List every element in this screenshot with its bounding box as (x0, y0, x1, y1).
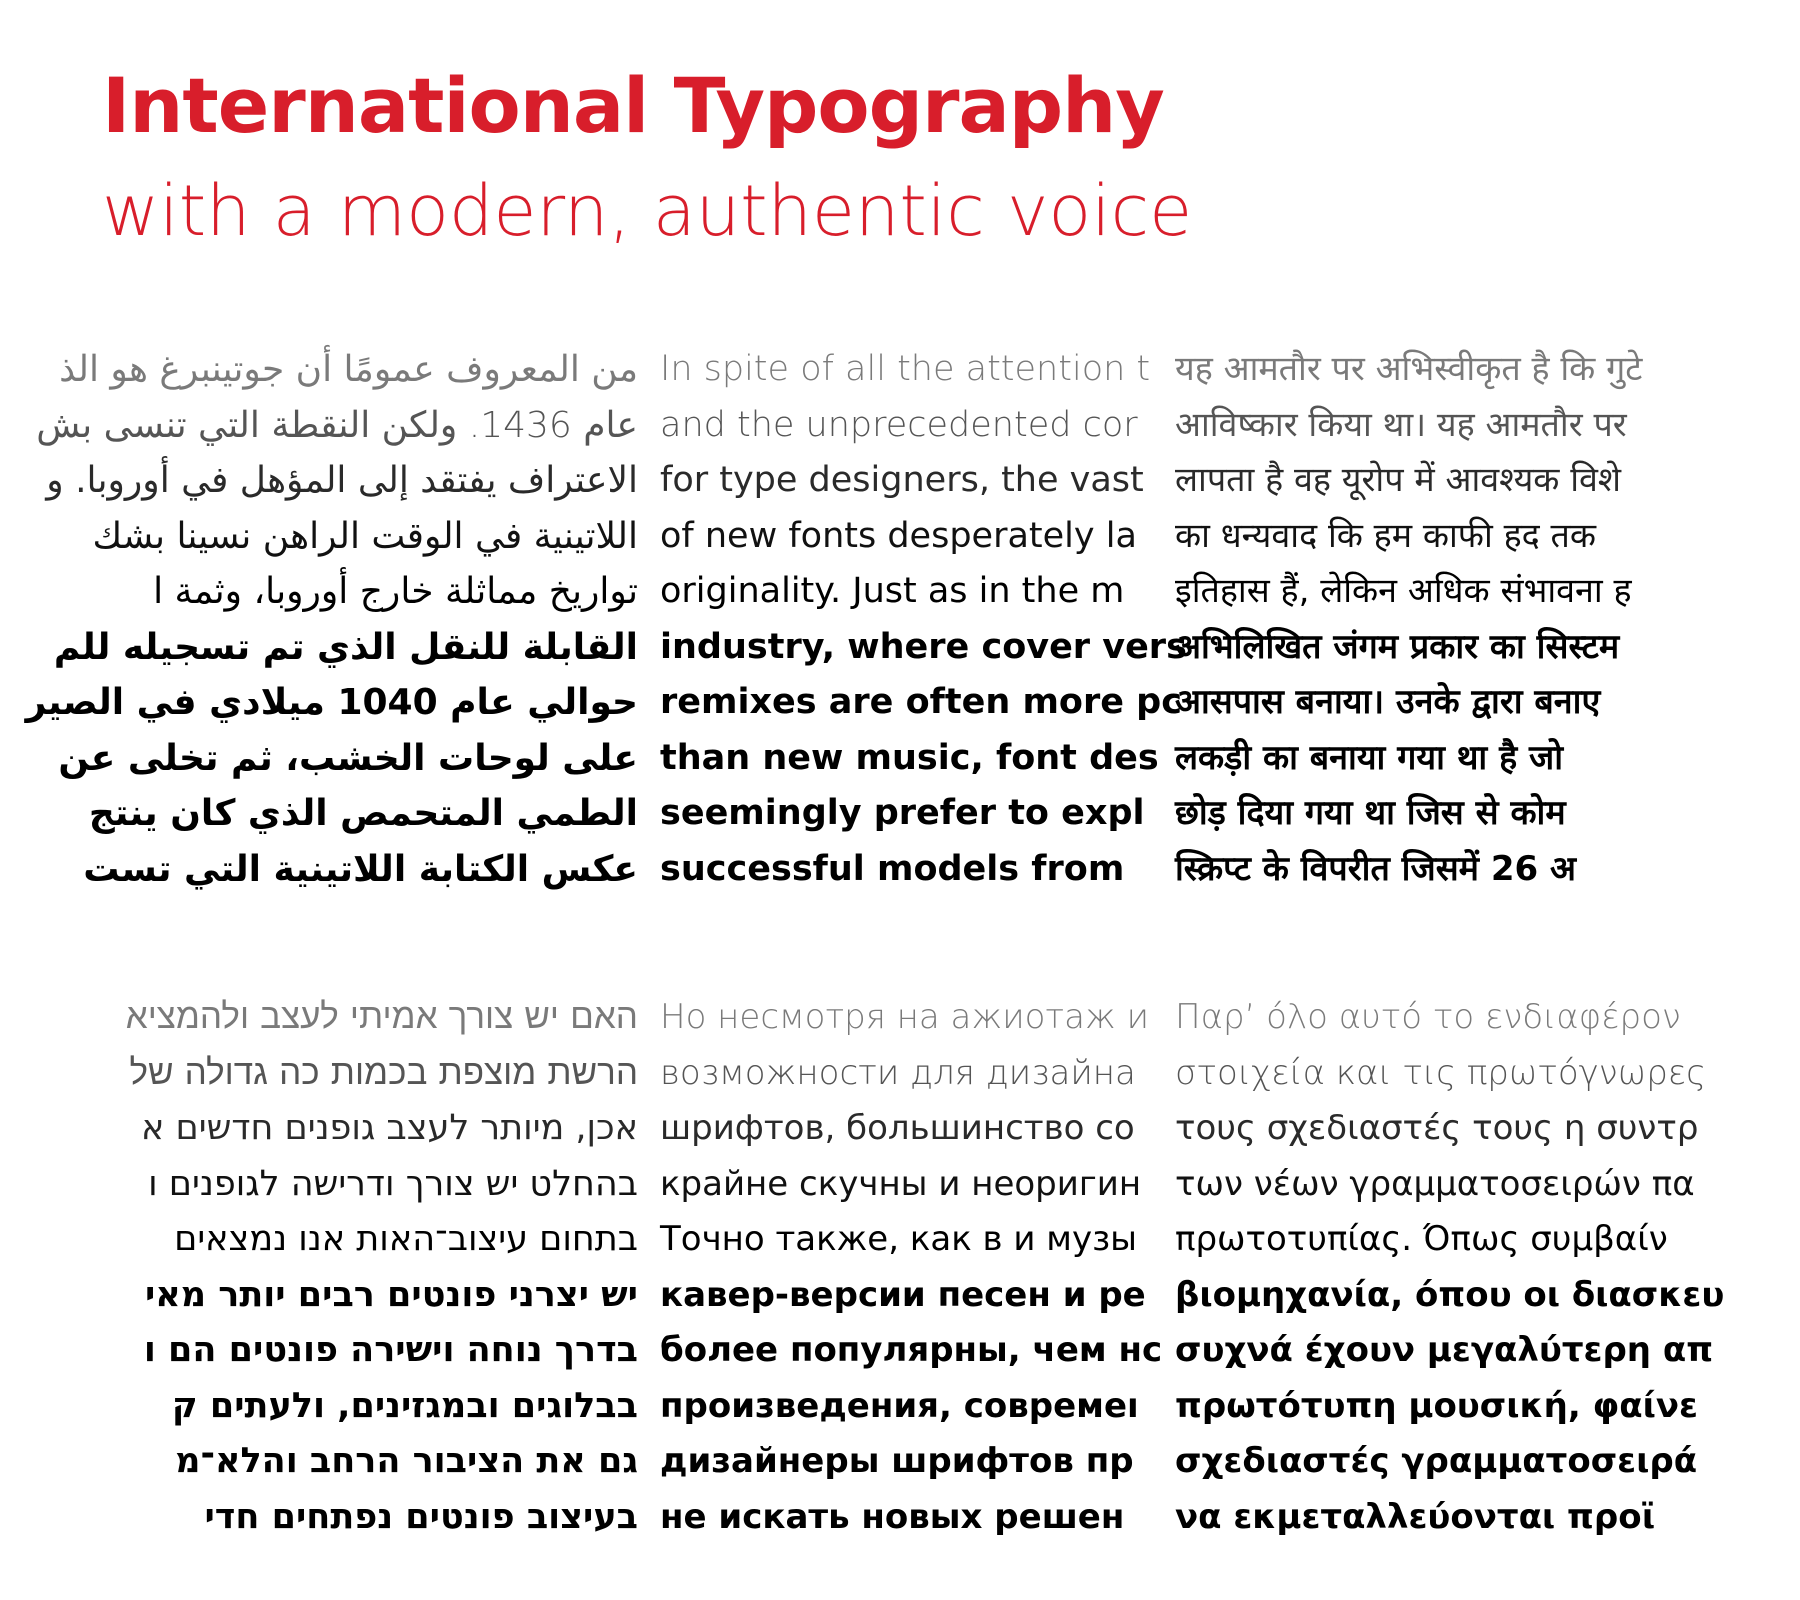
latin-sample-line: remixes are often more pc (660, 682, 1182, 722)
latin-sample-line: seemingly prefer to expl (660, 793, 1145, 833)
hebrew-sample-line: בעיצוב פונטים נפתחים חדי (204, 1496, 638, 1537)
cyrillic-sample-block (660, 990, 1163, 1550)
greek-sample-block (1175, 990, 1725, 1550)
greek-sample-line: των νέων γραμματοσειρών πα (1175, 1163, 1695, 1204)
greek-sample-line: βιομηχανία, όπου οι διασκευ (1175, 1274, 1725, 1315)
hebrew-sample-line: בתחום עיצוב־האות אנו נמצאים (174, 1219, 638, 1259)
devanagari-sample-line: इतिहास हैं, लेकिन अधिक संभावना ह (1175, 571, 1632, 611)
devanagari-sample-line: यह आमतौर पर अभिस्वीकृत है कि गुटे (1175, 349, 1643, 389)
devanagari-sample-line: स्क्रिप्ट के विपरीत जिसमें 26 अ (1175, 848, 1576, 889)
devanagari-sample-line: आसपास बनाया। उनके द्वारा बनाए (1175, 682, 1601, 722)
cyrillic-sample-line: Точно также, как в и музы (660, 1219, 1137, 1259)
cyrillic-sample-line: произведения, совремеı (660, 1385, 1139, 1426)
latin-sample-line: of new fonts desperately la (660, 515, 1137, 556)
latin-sample-line: originality. Just as in the m (660, 571, 1125, 611)
hebrew-sample-line: בדרך נוחה וישירה פונטים הם ו (143, 1330, 638, 1370)
cyrillic-sample-line: более популярны, чем нс (660, 1330, 1163, 1370)
hebrew-sample-line: אכן, מיותר לעצב גופנים חדשים א (141, 1108, 638, 1148)
latin-sample-line: and the unprecedented cor (660, 404, 1138, 445)
cyrillic-sample-line: Но несмотря на ажиотаж и (660, 997, 1149, 1037)
hebrew-sample-line: הרשת מוצפת בכמות כה גדולה של (129, 1052, 638, 1093)
arabic-sample-block (25, 342, 638, 902)
page-subtitle: with a modern, authentic voice (102, 170, 1193, 252)
cyrillic-sample-line: кавер-версии песен и ре (660, 1274, 1146, 1315)
page-title: International Typography (102, 61, 1164, 150)
greek-sample-line: πρωτοτυπίας. Όπως συμβαίν (1175, 1219, 1668, 1259)
greek-sample-line: σχεδιαστές γραμματοσειρά (1175, 1441, 1698, 1481)
arabic-sample-line: على لوحات الخشب، ثم تخلى عن (58, 737, 638, 779)
greek-sample-line: στοιχεία και τις πρωτόγνωρες (1175, 1052, 1707, 1093)
cyrillic-sample-line: крайне скучны и неоригин (660, 1163, 1142, 1204)
devanagari-sample-line: आविष्कार किया था। यह आमतौर पर (1175, 404, 1627, 445)
cyrillic-sample-line: шрифтов, большинство со (660, 1108, 1135, 1148)
devanagari-sample-line: लापता है वह यूरोप में आवश्यक विशे (1175, 460, 1622, 500)
devanagari-sample-line: अभिलिखित जंगम प्रकार का सिस्टम (1175, 626, 1620, 667)
arabic-sample-line: من المعروف عمومًا أن جوتينبرغ هو الذ (59, 349, 638, 390)
devanagari-sample-block (1175, 342, 1701, 902)
arabic-sample-line: حوالي عام 1040 ميلادي في الصير (25, 682, 638, 723)
arabic-sample-line: اللاتينية في الوقت الراهن نسينا بشك (92, 515, 638, 557)
latin-sample-line: industry, where cover vers (660, 626, 1187, 667)
hebrew-sample-line: יש יצרני פונטים רבים יותר מאי (144, 1274, 638, 1315)
cyrillic-sample-line: дизайнеры шрифтов пр (660, 1441, 1134, 1481)
greek-sample-line: πρωτότυπη μουσική, φαίνε (1175, 1385, 1698, 1426)
cyrillic-sample-line: возможности для дизайна (660, 1052, 1136, 1093)
latin-sample-line: than new music, font des (660, 737, 1159, 778)
latin-sample-line: successful models from (660, 848, 1125, 889)
arabic-sample-line: عام 1436. ولكن النقطة التي تنسى بش (36, 404, 638, 446)
greek-sample-line: συχνά έχουν μεγαλύτερη απ (1175, 1330, 1714, 1370)
arabic-sample-line: عكس الكتابة اللاتينية التي تست (83, 848, 638, 890)
hebrew-sample-line: האם יש צורך אמיתי לעצב ולהמציא (125, 997, 638, 1037)
greek-sample-line: τους σχεδιαστές τους η συντρ (1175, 1108, 1699, 1148)
devanagari-sample-line: का धन्यवाद कि हम काफी हद तक (1175, 515, 1597, 556)
latin-sample-line: for type designers, the vast (660, 460, 1144, 500)
latin-sample-line: In spite of all the attention t (660, 349, 1151, 389)
hebrew-sample-line: בבלוגים ובמגזינים, ולעתים ק (171, 1385, 638, 1426)
arabic-sample-line: الطمي المتحمص الذي كان ينتج (88, 793, 638, 834)
hebrew-sample-line: גם את הציבור הרחב והלא־מ (175, 1441, 638, 1481)
arabic-sample-line: القابلة للنقل الذي تم تسجيله للم (53, 626, 638, 668)
hebrew-sample-line: בהחלט יש צורך ודרישה לגופנים ו (148, 1163, 638, 1204)
greek-sample-line: Παρ’ όλο αυτό το ενδιαφέρον (1175, 997, 1681, 1037)
arabic-sample-line: الاعتراف يفتقد إلى المؤهل في أوروبا. و (46, 460, 638, 501)
greek-sample-line: να εκμεταλλεύονται προϊ (1175, 1496, 1655, 1537)
devanagari-sample-line: छोड़ दिया गया था जिस से कोम (1175, 793, 1566, 833)
cyrillic-sample-line: не искать новых решен (660, 1496, 1125, 1537)
devanagari-sample-line: लकड़ी का बनाया गया था है जो (1175, 737, 1564, 778)
arabic-sample-line: تواريخ مماثلة خارج أوروبا، وثمة ا (153, 571, 638, 612)
hebrew-sample-block (112, 990, 638, 1550)
latin-sample-block (660, 342, 1187, 902)
